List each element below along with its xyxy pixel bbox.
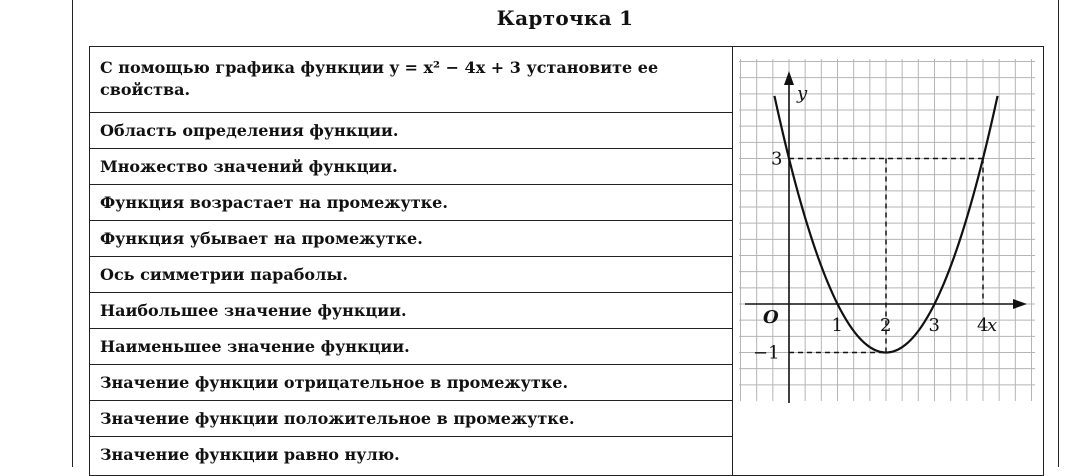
property-label: Наибольшее значение функции. [100, 300, 407, 320]
x-axis-arrow [1013, 299, 1027, 309]
property-label: Функция возрастает на промежутке. [100, 192, 448, 212]
task-row [90, 47, 732, 113]
y-axis-label: y [797, 83, 808, 104]
property-row-increasing [90, 185, 732, 221]
property-label: Наименьшее значение функции. [100, 336, 410, 356]
parabola-graph [733, 47, 1043, 407]
property-row-symmetry-axis [90, 257, 732, 293]
property-label: Ось симметрии параболы. [100, 264, 348, 284]
property-row-min-value [90, 329, 732, 365]
property-label: Значение функции отрицательное в промежутке. [100, 372, 569, 392]
property-label: Функция убывает на промежутке. [100, 228, 423, 248]
y-tick-label: −1 [753, 342, 780, 364]
property-label: Область определения функции. [100, 120, 399, 140]
page-border-right [1058, 0, 1059, 467]
properties-table [89, 46, 1044, 476]
property-label: Значение функции равно нулю. [100, 445, 400, 464]
property-label: Множество значений функции. [100, 156, 398, 176]
task-text: С помощью графика функции y = x² − 4x + 3 установите ее свойства. [100, 58, 659, 99]
x-tick-label: 2 [880, 315, 892, 336]
property-row-positive [90, 401, 732, 437]
graph-cell [733, 47, 1043, 407]
property-row-max-value [90, 293, 732, 329]
card-title: Карточка 1 [496, 6, 634, 30]
property-row-decreasing [90, 221, 732, 257]
x-tick-label: 4 [977, 315, 989, 336]
property-row-domain [90, 113, 732, 149]
page-border-left [72, 0, 73, 467]
property-label: Значение функции положительное в промежутке. [100, 408, 575, 428]
property-row-range [90, 149, 732, 185]
properties-column [90, 47, 733, 475]
y-tick-label: 3 [771, 148, 783, 170]
origin-label: O [763, 307, 779, 328]
property-row-zero [90, 437, 732, 473]
x-tick-label: 1 [831, 315, 843, 336]
x-axis-label: x [987, 315, 998, 336]
property-row-negative [90, 365, 732, 401]
x-tick-label: 3 [928, 315, 940, 336]
